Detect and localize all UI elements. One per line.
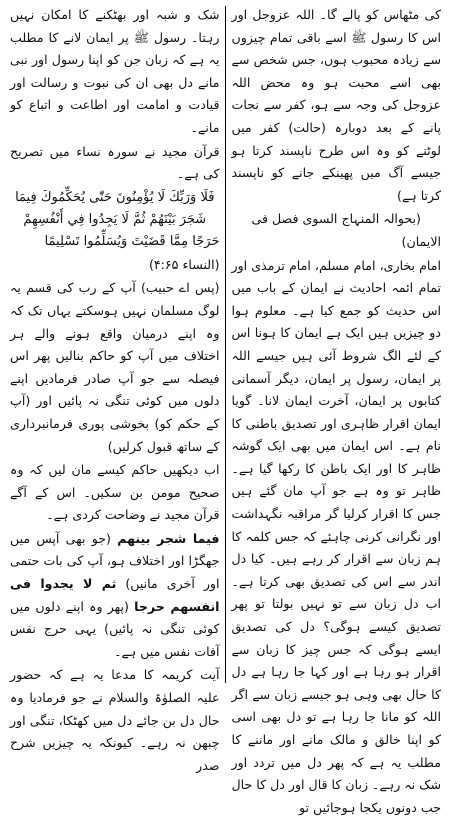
paragraph: امام بخاری، امام مسلم، امام ترمذی اور تمام ائمہ احادیث نے ایمان کے باب میں اس حدیث کو جمع کیا ہے۔ معلوم ہوا دو چیزیں ہیں ایک ہے ایمان کا ہونا اس کے لئے الگ شروط آئی ہیں جیسے اللہ پر ایمان، رسول پر ایمان، دیگر آسمانی کتابوں پر ایمان، آخرت ایمان لانا۔ گویا ایمان اقرار ظاہری اور تصدیق باطنی کا نام ہے۔ اس ایمان میں بھی ایک گوشہ ظاہر کا اور ایک باطن کا رکھا گیا ہے۔ ظاہر تو وہ ہے جو آپ مان گئے ہیں جس کا اقرار کرلیا گر مراقبہ نگہداشت اور نگرانی کرنی چاہئے کہ جس کلمہ کا ہم زبان سے اقرار کر رہے ہیں۔ کیا دل اندر سے اس کی تصدیق بھی کرتا ہے۔ اب دل زبان سے تو نہیں بولتا تو پھر تصدیق کیسے ہوگی؟ دل کی تصدیق ایسے ہوگی کہ جس چیز کا زبان سے اقرار ہو رہا ہے اور کہا جا رہا ہے دل کا حال بھی وہی ہو جیسے زبان سے اگر اللہ کو مانا جا رہا ہے تو دل بھی اسی کو اپنا خالق و مالک مانے اور ماننے کا مطلب یہ ہے کہ پھر دل میں تردد اور شک نہ رہے۔ زبان کا قال اور دل کا حال جب دونوں یکجا ہوجائیں تو — [231, 257, 441, 815]
paragraph: آیت کریمہ کا مدعا یہ ہے کہ حضور علیہ الصلوٰۃ والسلام نے جو فرمادیا وہ حال دل بن جائے دل میں کھٹکا، تنگی اور چبھن نہ رہے۔ کیونکہ یہ چیزیں شرح صدر — [10, 667, 220, 773]
translation: (پس اے حبیب) آپ کے رب کی قسم یہ لوگ مسلمان نہیں ہوسکتے یہاں تک کہ وہ اپنے درمیان واقع ہونے والے ہر اختلاف میں آپ کو حاکم بنالیں پھر اس فیصلہ سے جو آپ صادر فرمادیں اپنے دلوں میں کوئی تنگی نہ پائیں اور (آپ کے حکم کو) بخوشی پوری فرمانبرداری کے ساتھ قبول کرلیں) — [10, 280, 220, 454]
text-span: (جو بھی آپس میں جھگڑا اور اختلاف ہو، آپ کی بات حتمی اور آخری مانیں) — [10, 530, 220, 592]
paragraph: قرآن مجید نے سورہ نساء میں تصریح کی ہے۔ — [10, 143, 220, 182]
paragraph — [10, 528, 220, 664]
column-divider — [225, 6, 226, 683]
highlight-phrase: فیما شجر بینھم — [117, 530, 220, 546]
paragraph: کی مٹھاس کو پالے گا۔ اللہ عزوجل اور اس کا رسول ﷺ اسے باقی تمام چیزوں سے زیادہ محبوب ہوں، جس شخص سے بھی اسے محبت ہو وہ محض اللہ عزوجل کی وجہ سے ہو، کفر سے نجات پانے کے بعد دوبارہ (حالت) کفر میں لوٹنے کو وہ اس طرح ناپسند کرتا ہو جیسے آگ میں پھینکے جانے کو ناپسند کرتا ہے) — [231, 7, 441, 203]
paragraph: شک و شبہ اور بھٹکنے کا امکان نہیں رہتا۔ رسول ﷺ پر ایمان لانے کا مطلب یہ ہے کہ زبان جن کو اپنا رسول اور نبی مانے دل بھی ان کی نبوت و رسالت اور قیادت و امامت اور اطاعت و اتباع کو مانے۔ — [10, 7, 220, 135]
left-column — [4, 4, 226, 773]
quran-verse: فَلَا وَرَبِّكَ لَا يُؤْمِنُونَ حَتّٰى يُحَكِّمُوكَ فِيمَا شَجَرَ بَيْنَهُمْ ثُمَّ لَا يَجِدُوا فِي أَنْفُسِهِمْ حَرَجًا مِمَّا قَضَيْتَ وَيُسَلِّمُوا تَسْلِيمًا — [15, 189, 220, 249]
text-span: (پھر وہ اپنے دلوں میں کوئی تنگی نہ پائیں) یہی حرج نفس آفات نفس میں ہے۔ — [10, 598, 220, 659]
citation: (بحوالہ المنہاج السوی فصل فی الایمان) — [251, 211, 441, 249]
paragraph: اب دیکھیں حاکم کیسے مان لیں کہ وہ صحیح مومن بن سکیں۔ اس کے آگے قرآن مجید نے وضاحت کردی ہے۔ — [10, 462, 220, 523]
highlight-phrase: ثم لا یجدوا فی انفسھم حرجا — [10, 576, 220, 614]
right-column — [226, 4, 448, 815]
verse-reference: (النساء ۴:۶۵) — [148, 256, 220, 272]
